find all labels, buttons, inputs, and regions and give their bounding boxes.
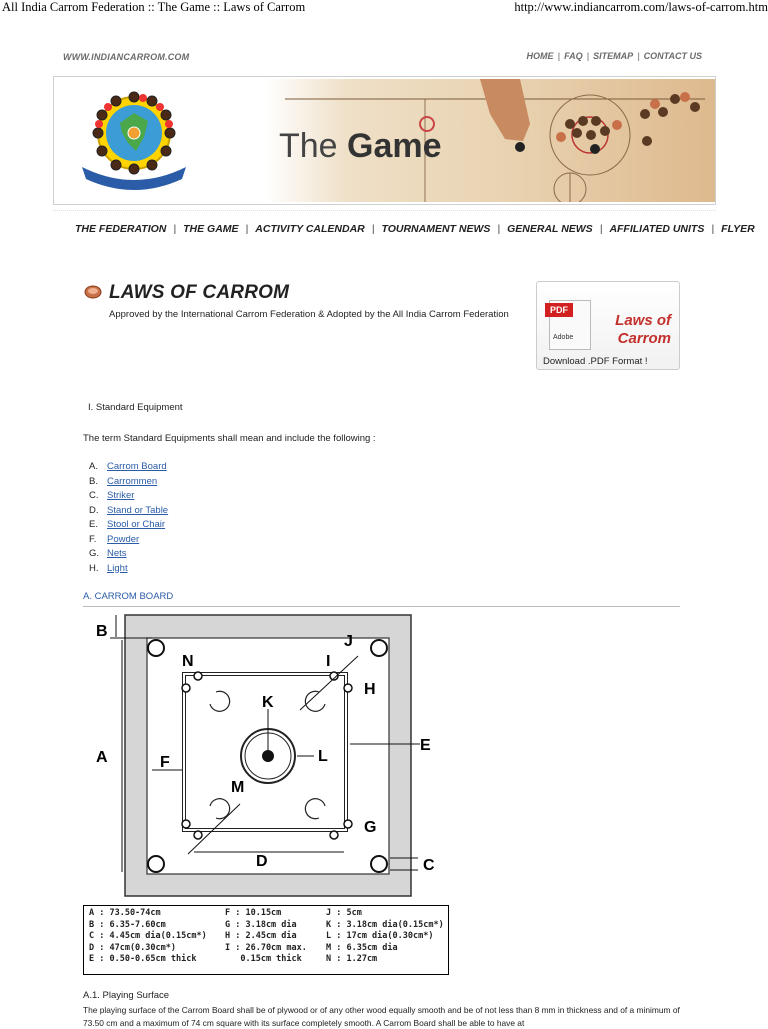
link-stand-or-table[interactable]: Stand or Table: [107, 504, 169, 516]
carrom-board-heading: A. CARROM BOARD: [83, 591, 174, 602]
section-heading: I. Standard Equipment: [88, 402, 183, 413]
list-item: F. Powder: [89, 533, 140, 545]
print-url: http://www.indiancarrom.com/laws-of-carrom.htm: [514, 0, 768, 14]
link-powder[interactable]: Powder: [107, 533, 140, 545]
top-nav-contact[interactable]: CONTACT US: [643, 51, 702, 61]
federation-logo[interactable]: [72, 85, 192, 195]
link-nets[interactable]: Nets: [107, 548, 127, 559]
spec-column: J : 5cm K : 3.18cm dia(0.15cm*) L : 17cm dia(0.30cm*) M : 6.35cm dia N : 1.27cm: [326, 908, 444, 964]
diagram-label-i: I: [326, 653, 331, 670]
list-item: B. Carrommen: [89, 475, 158, 487]
board-spec-table: [83, 905, 449, 975]
nav-activity-calendar[interactable]: ACTIVITY CALENDAR: [255, 223, 365, 235]
pdf-badge-line2: Carrom: [617, 330, 671, 347]
pdf-tag: PDF: [545, 303, 573, 317]
site-url-label[interactable]: WWW.INDIANCARROM.COM: [63, 52, 190, 62]
diagram-label-j: J: [344, 633, 353, 650]
diagram-label-h: H: [364, 681, 376, 698]
list-item: E. Stool or Chair: [89, 519, 166, 530]
nav-flyer[interactable]: FLYER: [721, 223, 755, 235]
diagram-label-g: G: [364, 819, 377, 836]
nav-tournament-news[interactable]: TOURNAMENT NEWS: [381, 223, 491, 235]
carrom-board-diagram: [90, 612, 450, 898]
banner-title: The Game: [279, 127, 442, 165]
pdf-download-button[interactable]: [536, 281, 680, 370]
diagram-label-b: B: [96, 623, 108, 640]
main-nav: THE FEDERATION | THE GAME | ACTIVITY CALENDAR | TOURNAMENT NEWS | GENERAL NEWS | AFFILIATED UNITS | FLYER: [75, 223, 755, 235]
diagram-label-f: F: [160, 754, 170, 771]
pdf-download-label: Download .PDF Format !: [543, 356, 648, 367]
top-nav-faq[interactable]: FAQ: [564, 51, 583, 61]
list-item: H. Light: [89, 562, 128, 574]
diagram-label-k: K: [262, 694, 274, 711]
spec-column: A : 73.50-74cm B : 6.35-7.60cm C : 4.45cm dia(0.15cm*) D : 47cm(0.30cm*) E : 0.50-0.65cm thick: [89, 908, 207, 964]
pdf-badge-line1: Laws of: [615, 312, 671, 329]
diagram-label-d: D: [256, 853, 268, 870]
section-intro: The term Standard Equipments shall mean and include the following :: [83, 433, 376, 444]
diagram-label-m: M: [231, 779, 245, 796]
nav-the-game[interactable]: THE GAME: [183, 223, 239, 235]
playing-surface-text: The playing surface of the Carrom Board shall be of plywood or of any other wood equally smooth and be of not less than 8 mm in thickness and of a minimum of 73.50 cm and a maximum of 74 cm square with its surface completely smooth. A Carrom Board shall be able to have at: [83, 1005, 680, 1028]
link-striker[interactable]: Striker: [107, 490, 135, 501]
playing-surface-heading: A.1. Playing Surface: [83, 990, 170, 1001]
list-item: G. Nets: [89, 548, 127, 559]
approval-note: Approved by the International Carrom Federation & Adopted by the All India Carrom Federation: [109, 309, 509, 320]
list-item: D. Stand or Table: [89, 504, 169, 516]
list-item: A. Carrom Board: [89, 461, 167, 472]
section-divider: [83, 606, 680, 607]
link-carrommen[interactable]: Carrommen: [107, 475, 158, 487]
top-nav: HOME | FAQ | SITEMAP | CONTACT US: [526, 51, 702, 61]
link-light[interactable]: Light: [107, 562, 128, 574]
nav-affiliated-units[interactable]: AFFILIATED UNITS: [609, 223, 705, 235]
top-nav-sitemap[interactable]: SITEMAP: [593, 51, 634, 61]
diagram-label-c: C: [423, 857, 435, 874]
list-item: C. Striker: [89, 490, 135, 501]
diagram-label-e: E: [420, 737, 431, 754]
nav-general-news[interactable]: GENERAL NEWS: [507, 223, 593, 235]
carrom-coin-icon: [84, 285, 102, 299]
header-banner: [53, 76, 716, 205]
link-stool-or-chair[interactable]: Stool or Chair: [107, 519, 166, 530]
link-carrom-board[interactable]: Carrom Board: [107, 461, 167, 472]
diagram-label-l: L: [318, 748, 328, 765]
print-header: [0, 0, 768, 16]
diagram-label-n: N: [182, 653, 194, 670]
banner-divider: [53, 210, 716, 211]
diagram-label-a: A: [96, 749, 108, 766]
top-nav-home[interactable]: HOME: [526, 51, 554, 61]
nav-the-federation[interactable]: THE FEDERATION: [75, 223, 167, 235]
spec-column: F : 10.15cm G : 3.18cm dia H : 2.45cm dia I : 26.70cm max. 0.15cm thick: [225, 908, 307, 964]
print-title: All India Carrom Federation :: The Game :: Laws of Carrom: [2, 0, 306, 14]
adobe-label: Adobe: [553, 334, 574, 341]
equipment-list: [89, 460, 168, 576]
page-title: LAWS OF CARROM: [109, 282, 290, 303]
